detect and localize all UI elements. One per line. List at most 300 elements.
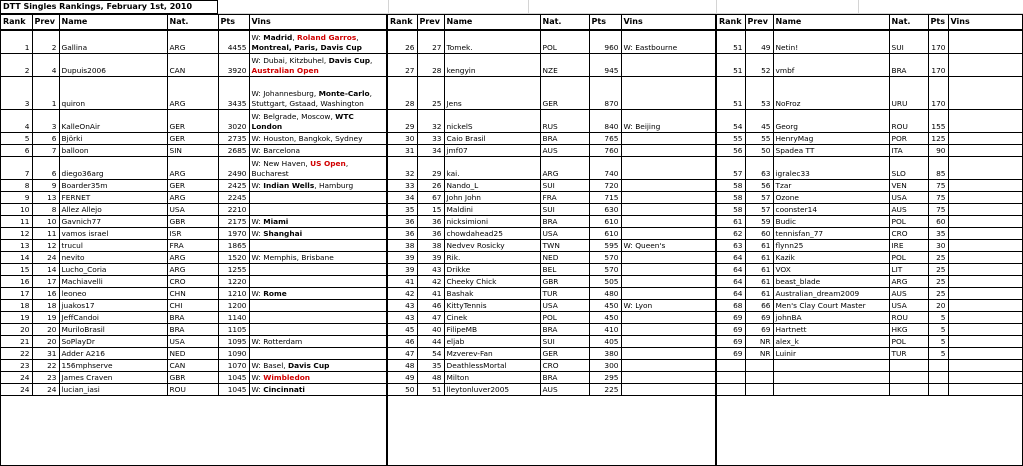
nat-cell: AUS — [889, 287, 928, 299]
table-row — [388, 191, 715, 203]
nat-cell: BEL — [540, 263, 589, 275]
vins-cell — [249, 227, 386, 239]
table-row — [388, 203, 715, 215]
pts-cell: 5 — [928, 335, 948, 347]
pts-cell — [928, 359, 948, 371]
table-row — [1, 53, 386, 76]
vins-text: , Stuttgart, Gstaad, Washington — [251, 88, 372, 108]
pts-cell: 450 — [589, 299, 621, 311]
prev-cell: 25 — [417, 76, 444, 109]
rank-cell: 43 — [388, 299, 417, 311]
vins-cell — [249, 191, 386, 203]
prev-cell: NR — [745, 335, 773, 347]
prev-cell: 18 — [32, 299, 59, 311]
prev-cell: 29 — [417, 156, 444, 179]
pts-cell: 170 — [928, 53, 948, 76]
header-prev: Prev — [32, 15, 59, 30]
rank-cell: 12 — [1, 227, 32, 239]
prev-cell: 14 — [32, 263, 59, 275]
name-cell: lleytonluver2005 — [444, 383, 540, 395]
rank-cell: 51 — [717, 53, 745, 76]
name-cell: DeathlessMortal — [444, 359, 540, 371]
header-pts: Pts — [218, 15, 249, 30]
vins-cell — [249, 203, 386, 215]
rank-cell: 30 — [388, 132, 417, 144]
name-cell: Allez Allejo — [59, 203, 167, 215]
header-nat: Nat. — [167, 15, 218, 30]
vins-cell — [249, 76, 386, 109]
pts-cell: 90 — [928, 144, 948, 156]
vins-cell — [948, 239, 1022, 251]
name-cell: HenryMag — [773, 132, 889, 144]
table-row — [1, 203, 386, 215]
name-cell: vmbf — [773, 53, 889, 76]
table-row — [1, 30, 386, 53]
table-row — [1, 132, 386, 144]
name-cell: Milton — [444, 371, 540, 383]
pts-cell: 85 — [928, 156, 948, 179]
rank-cell — [717, 371, 745, 383]
table-row — [388, 251, 715, 263]
nat-cell: ARG — [889, 275, 928, 287]
vins-cell — [621, 347, 715, 359]
name-cell: quiron — [59, 76, 167, 109]
name-cell: balloon — [59, 144, 167, 156]
rank-cell: 9 — [1, 191, 32, 203]
vins-cell — [249, 335, 386, 347]
nat-cell: ITA — [889, 144, 928, 156]
nat-cell: AUS — [540, 383, 589, 395]
prev-cell: 3 — [32, 109, 59, 132]
name-cell: nicksimioni — [444, 215, 540, 227]
table-row — [388, 109, 715, 132]
prev-cell: 42 — [417, 275, 444, 287]
pts-cell: 1045 — [218, 383, 249, 395]
pts-cell: 595 — [589, 239, 621, 251]
pts-cell: 125 — [928, 132, 948, 144]
prev-cell: 34 — [417, 144, 444, 156]
rank-cell: 21 — [1, 335, 32, 347]
pts-cell: 1070 — [218, 359, 249, 371]
name-cell: Lucho_Coria — [59, 263, 167, 275]
table-row — [1, 215, 386, 227]
rank-cell: 69 — [717, 347, 745, 359]
rank-cell: 69 — [717, 335, 745, 347]
nat-cell: IRE — [889, 239, 928, 251]
nat-cell: GBR — [540, 275, 589, 287]
vins-text: , — [370, 55, 373, 65]
table-row — [388, 227, 715, 239]
name-cell: Björki — [59, 132, 167, 144]
name-cell: Nando_L — [444, 179, 540, 191]
rank-cell: 55 — [717, 132, 745, 144]
prev-cell: 15 — [417, 203, 444, 215]
pts-cell: 740 — [589, 156, 621, 179]
prev-cell: 49 — [745, 30, 773, 53]
rank-cell: 17 — [1, 287, 32, 299]
table-row — [388, 311, 715, 323]
vins-cell — [621, 30, 715, 53]
vins-text: W: — [251, 180, 264, 190]
nat-cell: SUI — [889, 30, 928, 53]
nat-cell: BRA — [540, 371, 589, 383]
table-row — [1, 191, 386, 203]
table-body — [717, 30, 1022, 395]
rank-cell: 11 — [1, 215, 32, 227]
table-row — [388, 76, 715, 109]
rankings-table-1 — [1, 15, 386, 396]
prev-cell: 17 — [32, 275, 59, 287]
vins-text: , Bucharest — [251, 158, 349, 178]
prev-cell: 63 — [745, 156, 773, 179]
table-row — [1, 227, 386, 239]
nat-cell: ISR — [167, 227, 218, 239]
rank-cell: 13 — [1, 239, 32, 251]
vins-cell — [948, 191, 1022, 203]
pts-cell: 170 — [928, 76, 948, 109]
prev-cell: 20 — [32, 323, 59, 335]
pts-cell: 1090 — [218, 347, 249, 359]
prev-cell: 32 — [417, 109, 444, 132]
table-row — [1, 251, 386, 263]
pts-cell: 405 — [589, 335, 621, 347]
nat-cell: BRA — [540, 215, 589, 227]
rank-cell: 1 — [1, 30, 32, 53]
rankings-table-3 — [717, 15, 1022, 396]
table-row — [388, 359, 715, 371]
pts-cell: 2685 — [218, 144, 249, 156]
vins-cell — [621, 179, 715, 191]
pts-cell: 380 — [589, 347, 621, 359]
nat-cell: CHI — [167, 299, 218, 311]
nat-cell: ARG — [167, 30, 218, 53]
table-row — [717, 203, 1022, 215]
prev-cell — [745, 359, 773, 371]
prev-cell: 57 — [745, 191, 773, 203]
vins-cell — [948, 371, 1022, 383]
prev-cell: 61 — [745, 251, 773, 263]
nat-cell: POL — [540, 311, 589, 323]
name-cell: Gavnich77 — [59, 215, 167, 227]
vins-cell — [621, 299, 715, 311]
table-row — [717, 227, 1022, 239]
name-cell: Cinek — [444, 311, 540, 323]
rank-cell: 48 — [388, 359, 417, 371]
vins-text: W: Memphis, Brisbane — [251, 252, 334, 262]
name-cell: Netin! — [773, 30, 889, 53]
table-row — [388, 30, 715, 53]
nat-cell: CRO — [167, 275, 218, 287]
pts-cell — [928, 371, 948, 383]
prev-cell: 24 — [32, 251, 59, 263]
name-cell: Nedvev Rosicky — [444, 239, 540, 251]
header-row — [388, 15, 715, 30]
rank-cell: 42 — [388, 287, 417, 299]
vins-cell — [948, 76, 1022, 109]
table-row — [388, 263, 715, 275]
prev-cell: 33 — [417, 132, 444, 144]
table-row — [388, 323, 715, 335]
vins-cell — [948, 144, 1022, 156]
pts-cell: 35 — [928, 227, 948, 239]
vins-text: W: Houston, Bangkok, Sydney — [251, 133, 363, 143]
prev-cell: 1 — [32, 76, 59, 109]
table-row — [717, 179, 1022, 191]
prev-cell: 35 — [417, 359, 444, 371]
table-row — [1, 383, 386, 395]
rank-cell: 39 — [388, 251, 417, 263]
rank-cell: 20 — [1, 323, 32, 335]
vins-cell — [621, 227, 715, 239]
prev-cell: 6 — [32, 156, 59, 179]
name-cell: Cheeky Chick — [444, 275, 540, 287]
nat-cell: CAN — [167, 359, 218, 371]
prev-cell: 59 — [745, 215, 773, 227]
vins-cell — [948, 179, 1022, 191]
prev-cell: 46 — [417, 299, 444, 311]
vins-text: W: — [251, 288, 264, 298]
pts-cell: 25 — [928, 275, 948, 287]
vins-cell — [948, 275, 1022, 287]
rank-cell: 5 — [1, 132, 32, 144]
name-cell: MuriloBrasil — [59, 323, 167, 335]
pts-cell: 1095 — [218, 335, 249, 347]
prev-cell: 67 — [417, 191, 444, 203]
prev-cell: 36 — [417, 215, 444, 227]
vins-cell — [948, 203, 1022, 215]
vins-grand-slam: Wimbledon — [263, 372, 311, 382]
table-row — [717, 287, 1022, 299]
rank-cell: 62 — [717, 227, 745, 239]
vins-cell — [621, 76, 715, 109]
name-cell: jmf07 — [444, 144, 540, 156]
prev-cell: 61 — [745, 275, 773, 287]
pts-cell: 3020 — [218, 109, 249, 132]
nat-cell: ARG — [540, 156, 589, 179]
vins-cell — [948, 227, 1022, 239]
pts-cell: 1140 — [218, 311, 249, 323]
pts-cell: 5 — [928, 311, 948, 323]
table-row — [1, 311, 386, 323]
pts-cell: 5 — [928, 347, 948, 359]
grid-line — [388, 0, 389, 14]
rank-cell: 45 — [388, 323, 417, 335]
name-cell: igralec33 — [773, 156, 889, 179]
rank-cell: 10 — [1, 203, 32, 215]
table-row — [1, 287, 386, 299]
header-nat: Nat. — [540, 15, 589, 30]
rank-cell: 54 — [717, 109, 745, 132]
nat-cell: SUI — [540, 335, 589, 347]
table-body — [1, 30, 386, 395]
vins-cell — [621, 132, 715, 144]
pts-cell: 610 — [589, 215, 621, 227]
vins-cell — [621, 311, 715, 323]
name-cell: KittyTennis — [444, 299, 540, 311]
nat-cell: CHN — [167, 287, 218, 299]
nat-cell: SLO — [889, 156, 928, 179]
vins-cell — [621, 203, 715, 215]
nat-cell: ARG — [167, 76, 218, 109]
name-cell: beast_blade — [773, 275, 889, 287]
name-cell: Dupuis2006 — [59, 53, 167, 76]
table-row — [717, 53, 1022, 76]
table-row — [1, 239, 386, 251]
table-row — [388, 275, 715, 287]
header-pts: Pts — [589, 15, 621, 30]
table-row — [1, 263, 386, 275]
nat-cell: BRA — [540, 323, 589, 335]
vins-cell — [621, 287, 715, 299]
rank-cell: 64 — [717, 251, 745, 263]
table-row — [717, 263, 1022, 275]
pts-cell: 450 — [589, 311, 621, 323]
rank-cell: 51 — [717, 30, 745, 53]
header-name: Name — [444, 15, 540, 30]
prev-cell: 61 — [745, 239, 773, 251]
nat-cell: TWN — [540, 239, 589, 251]
header-pts: Pts — [928, 15, 948, 30]
prev-cell: 10 — [32, 215, 59, 227]
rankings-panel-2 — [387, 14, 716, 466]
table-row — [388, 371, 715, 383]
vins-cell — [249, 156, 386, 179]
vins-cell — [948, 30, 1022, 53]
rank-cell: 58 — [717, 179, 745, 191]
rankings-table-2 — [388, 15, 715, 396]
name-cell: Tomek. — [444, 30, 540, 53]
prev-cell: 57 — [745, 203, 773, 215]
header-name: Name — [773, 15, 889, 30]
table-row — [1, 76, 386, 109]
rank-cell: 58 — [717, 203, 745, 215]
nat-cell: FRA — [540, 191, 589, 203]
vins-cell — [621, 371, 715, 383]
name-cell: Hartnett — [773, 323, 889, 335]
vins-cell — [249, 359, 386, 371]
rank-cell: 29 — [388, 109, 417, 132]
name-cell: Men's Clay Court Master — [773, 299, 889, 311]
vins-text: W: Johannesburg, — [251, 88, 319, 98]
header-name: Name — [59, 15, 167, 30]
grid-line — [528, 0, 529, 14]
pts-cell: 1220 — [218, 275, 249, 287]
prev-cell: 11 — [32, 227, 59, 239]
rank-cell: 24 — [1, 383, 32, 395]
vins-text: W: Basel, — [251, 360, 288, 370]
name-cell: Georg — [773, 109, 889, 132]
table-row — [717, 109, 1022, 132]
vins-cell — [948, 299, 1022, 311]
nat-cell: USA — [889, 191, 928, 203]
pts-cell: 30 — [928, 239, 948, 251]
prev-cell: 44 — [417, 335, 444, 347]
vins-text: W: — [251, 372, 264, 382]
pts-cell: 1210 — [218, 287, 249, 299]
pts-cell: 5 — [928, 323, 948, 335]
vins-cell — [948, 109, 1022, 132]
prev-cell: 6 — [32, 132, 59, 144]
prev-cell: 2 — [32, 30, 59, 53]
prev-cell: 66 — [745, 299, 773, 311]
vins-cell — [948, 347, 1022, 359]
vins-cell — [621, 191, 715, 203]
table-row — [717, 251, 1022, 263]
vins-title-bold: Madrid — [263, 32, 293, 42]
prev-cell: 12 — [32, 239, 59, 251]
table-row — [388, 179, 715, 191]
nat-cell: GER — [540, 347, 589, 359]
rank-cell: 64 — [717, 287, 745, 299]
pts-cell: 2175 — [218, 215, 249, 227]
name-cell: Ozone — [773, 191, 889, 203]
pts-cell: 1105 — [218, 323, 249, 335]
table-row — [1, 109, 386, 132]
nat-cell: POL — [889, 251, 928, 263]
vins-text: W: New Haven, — [251, 158, 311, 168]
rank-cell: 43 — [388, 311, 417, 323]
pts-cell: 720 — [589, 179, 621, 191]
name-cell: Rik. — [444, 251, 540, 263]
vins-text: W: Lyon — [623, 300, 653, 310]
prev-cell: 61 — [745, 287, 773, 299]
nat-cell: ROU — [889, 311, 928, 323]
table-row — [388, 239, 715, 251]
prev-cell: 48 — [417, 371, 444, 383]
grid-line — [858, 0, 859, 14]
vins-cell — [948, 132, 1022, 144]
prev-cell: 69 — [745, 311, 773, 323]
table-row — [717, 323, 1022, 335]
prev-cell: 54 — [417, 347, 444, 359]
pts-cell: 75 — [928, 179, 948, 191]
vins-text: W: — [251, 216, 264, 226]
nat-cell: SUI — [540, 203, 589, 215]
pts-cell: 295 — [589, 371, 621, 383]
rank-cell — [717, 383, 745, 395]
table-row — [1, 371, 386, 383]
name-cell: Budic — [773, 215, 889, 227]
table-row — [717, 299, 1022, 311]
name-cell — [773, 371, 889, 383]
grid-line — [716, 0, 717, 14]
nat-cell: GBR — [167, 371, 218, 383]
name-cell: Caio Brasil — [444, 132, 540, 144]
name-cell — [773, 383, 889, 395]
prev-cell: 28 — [417, 53, 444, 76]
rank-cell: 68 — [717, 299, 745, 311]
vins-cell — [948, 156, 1022, 179]
rank-cell: 24 — [1, 371, 32, 383]
header-row — [717, 15, 1022, 30]
header-row — [1, 15, 386, 30]
vins-cell — [249, 311, 386, 323]
name-cell: Spadea TT — [773, 144, 889, 156]
name-cell: coonster14 — [773, 203, 889, 215]
vins-cell — [621, 383, 715, 395]
vins-cell — [948, 359, 1022, 371]
header-rank: Rank — [388, 15, 417, 30]
name-cell: VOX — [773, 263, 889, 275]
name-cell: johnBA — [773, 311, 889, 323]
vins-cell — [249, 239, 386, 251]
header-rank: Rank — [717, 15, 745, 30]
nat-cell: URU — [889, 76, 928, 109]
prev-cell: 24 — [32, 383, 59, 395]
name-cell: diego36arg — [59, 156, 167, 179]
nat-cell: POL — [889, 215, 928, 227]
table-row — [1, 299, 386, 311]
